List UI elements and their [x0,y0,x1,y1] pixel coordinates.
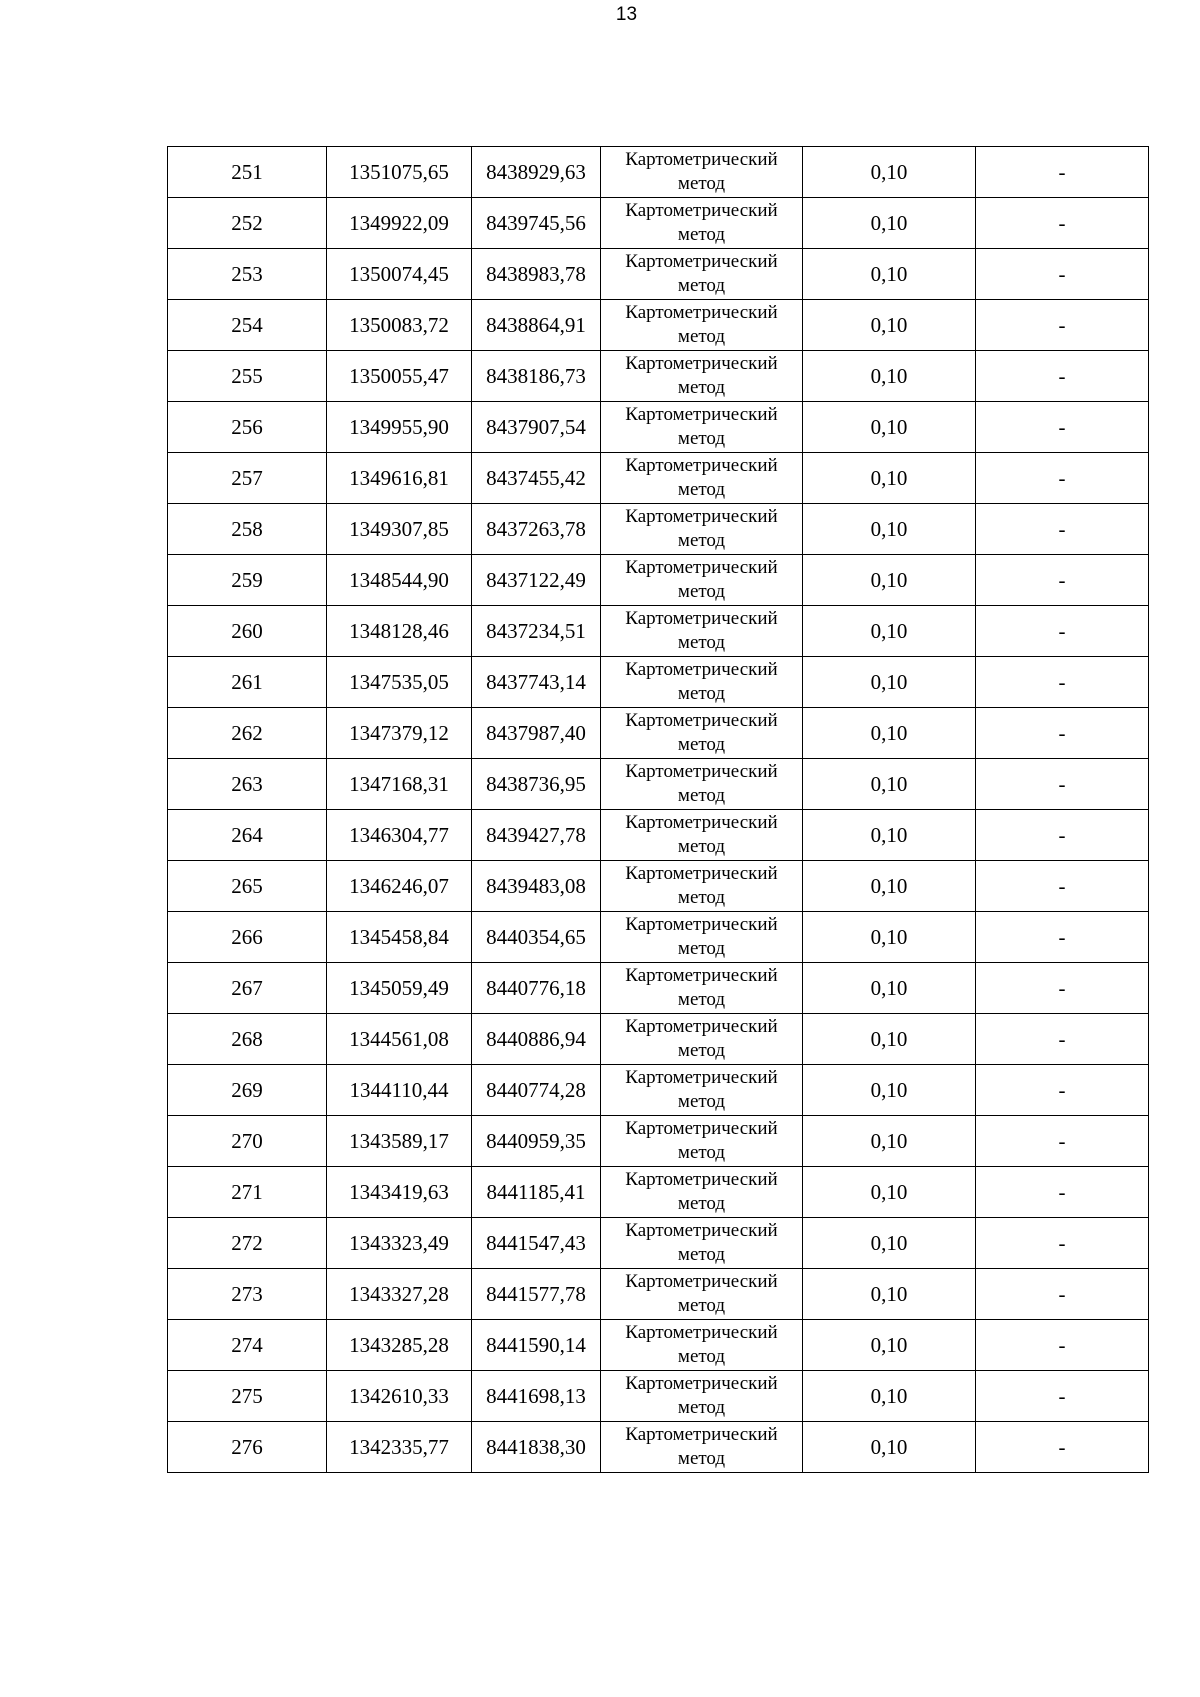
accuracy-cell: 0,10 [803,453,976,504]
point-number-cell: 260 [168,606,327,657]
method-cell [601,1269,803,1320]
method-line-2: метод [677,275,726,296]
point-number-cell: 256 [168,402,327,453]
point-number-cell: 259 [168,555,327,606]
point-number-cell: 262 [168,708,327,759]
note-cell: - [976,198,1149,249]
accuracy-cell: 0,10 [803,1371,976,1422]
accuracy-cell: 0,10 [803,1320,976,1371]
y-coordinate-cell: 8440959,35 [472,1116,601,1167]
x-coordinate-cell: 1345458,84 [327,912,472,963]
x-coordinate-cell: 1349307,85 [327,504,472,555]
method-line-1: Картометрический [625,1016,778,1037]
method-cell [601,1218,803,1269]
method-line-1: Картометрический [625,914,778,935]
method-line-2: метод [677,785,726,806]
x-coordinate-cell: 1351075,65 [327,147,472,198]
method-cell [601,1167,803,1218]
point-number-cell: 254 [168,300,327,351]
table-row [168,1014,1149,1065]
method-cell [601,249,803,300]
accuracy-cell: 0,10 [803,198,976,249]
point-number-cell: 255 [168,351,327,402]
note-cell: - [976,1116,1149,1167]
method-line-2: метод [677,1091,726,1112]
method-line-1: Картометрический [625,1220,778,1241]
method-line-1: Картометрический [625,965,778,986]
table-row [168,861,1149,912]
accuracy-cell: 0,10 [803,759,976,810]
y-coordinate-cell: 8441185,41 [472,1167,601,1218]
method-cell [601,963,803,1014]
method-line-2: метод [677,1448,726,1469]
table-row [168,1218,1149,1269]
accuracy-cell: 0,10 [803,606,976,657]
method-line-1: Картометрический [625,863,778,884]
method-line-2: метод [677,887,726,908]
method-line-1: Картометрический [625,1424,778,1445]
y-coordinate-cell: 8441547,43 [472,1218,601,1269]
y-coordinate-cell: 8439483,08 [472,861,601,912]
method-cell [601,759,803,810]
method-line-2: метод [677,428,726,449]
method-cell [601,1065,803,1116]
y-coordinate-cell: 8438929,63 [472,147,601,198]
method-line-1: Картометрический [625,302,778,323]
note-cell: - [976,606,1149,657]
note-cell: - [976,912,1149,963]
method-line-1: Картометрический [625,353,778,374]
coordinates-table [167,146,1149,1473]
y-coordinate-cell: 8437234,51 [472,606,601,657]
note-cell: - [976,810,1149,861]
accuracy-cell: 0,10 [803,555,976,606]
method-line-2: метод [677,377,726,398]
x-coordinate-cell: 1348544,90 [327,555,472,606]
note-cell: - [976,300,1149,351]
point-number-cell: 251 [168,147,327,198]
method-cell [601,912,803,963]
table-row [168,810,1149,861]
table-row [168,300,1149,351]
y-coordinate-cell: 8440354,65 [472,912,601,963]
method-line-2: метод [677,173,726,194]
table-row [168,963,1149,1014]
method-line-2: метод [677,530,726,551]
point-number-cell: 261 [168,657,327,708]
method-cell [601,1116,803,1167]
x-coordinate-cell: 1343589,17 [327,1116,472,1167]
method-line-2: метод [677,479,726,500]
note-cell: - [976,759,1149,810]
x-coordinate-cell: 1342610,33 [327,1371,472,1422]
table-row [168,555,1149,606]
method-line-2: метод [677,836,726,857]
x-coordinate-cell: 1343419,63 [327,1167,472,1218]
accuracy-cell: 0,10 [803,1065,976,1116]
method-line-2: метод [677,581,726,602]
x-coordinate-cell: 1343285,28 [327,1320,472,1371]
note-cell: - [976,1014,1149,1065]
method-line-1: Картометрический [625,455,778,476]
accuracy-cell: 0,10 [803,657,976,708]
method-line-2: метод [677,1244,726,1265]
table-row [168,606,1149,657]
method-line-1: Картометрический [625,608,778,629]
y-coordinate-cell: 8441838,30 [472,1422,601,1473]
method-line-1: Картометрический [625,1373,778,1394]
method-line-1: Картометрический [625,1169,778,1190]
x-coordinate-cell: 1344110,44 [327,1065,472,1116]
point-number-cell: 257 [168,453,327,504]
y-coordinate-cell: 8438736,95 [472,759,601,810]
method-cell [601,810,803,861]
note-cell: - [976,1167,1149,1218]
point-number-cell: 271 [168,1167,327,1218]
x-coordinate-cell: 1349616,81 [327,453,472,504]
method-cell [601,1320,803,1371]
point-number-cell: 275 [168,1371,327,1422]
note-cell: - [976,1371,1149,1422]
accuracy-cell: 0,10 [803,1116,976,1167]
y-coordinate-cell: 8437122,49 [472,555,601,606]
table-row [168,657,1149,708]
method-line-1: Картометрический [625,506,778,527]
table-row [168,1167,1149,1218]
method-cell [601,300,803,351]
y-coordinate-cell: 8437743,14 [472,657,601,708]
table-row [168,912,1149,963]
accuracy-cell: 0,10 [803,1014,976,1065]
table-row [168,198,1149,249]
y-coordinate-cell: 8441577,78 [472,1269,601,1320]
method-line-1: Картометрический [625,1067,778,1088]
y-coordinate-cell: 8441590,14 [472,1320,601,1371]
x-coordinate-cell: 1347168,31 [327,759,472,810]
y-coordinate-cell: 8438983,78 [472,249,601,300]
point-number-cell: 272 [168,1218,327,1269]
point-number-cell: 274 [168,1320,327,1371]
table-row [168,1320,1149,1371]
method-line-1: Картометрический [625,404,778,425]
note-cell: - [976,1422,1149,1473]
y-coordinate-cell: 8440774,28 [472,1065,601,1116]
table-row [168,1371,1149,1422]
x-coordinate-cell: 1350083,72 [327,300,472,351]
y-coordinate-cell: 8439745,56 [472,198,601,249]
x-coordinate-cell: 1347379,12 [327,708,472,759]
method-cell [601,861,803,912]
point-number-cell: 253 [168,249,327,300]
note-cell: - [976,1269,1149,1320]
method-line-2: метод [677,224,726,245]
table-row [168,1269,1149,1320]
accuracy-cell: 0,10 [803,147,976,198]
x-coordinate-cell: 1350055,47 [327,351,472,402]
method-cell [601,198,803,249]
method-cell [601,708,803,759]
note-cell: - [976,402,1149,453]
x-coordinate-cell: 1349922,09 [327,198,472,249]
method-line-1: Картометрический [625,659,778,680]
accuracy-cell: 0,10 [803,351,976,402]
x-coordinate-cell: 1349955,90 [327,402,472,453]
point-number-cell: 263 [168,759,327,810]
x-coordinate-cell: 1347535,05 [327,657,472,708]
table-row [168,351,1149,402]
accuracy-cell: 0,10 [803,402,976,453]
method-cell [601,555,803,606]
point-number-cell: 270 [168,1116,327,1167]
method-line-1: Картометрический [625,557,778,578]
table-row [168,1065,1149,1116]
method-line-1: Картометрический [625,251,778,272]
method-line-2: метод [677,938,726,959]
accuracy-cell: 0,10 [803,861,976,912]
point-number-cell: 276 [168,1422,327,1473]
method-line-1: Картометрический [625,812,778,833]
method-line-1: Картометрический [625,200,778,221]
accuracy-cell: 0,10 [803,912,976,963]
method-line-1: Картометрический [625,1271,778,1292]
method-line-2: метод [677,1040,726,1061]
method-line-2: метод [677,1397,726,1418]
y-coordinate-cell: 8440776,18 [472,963,601,1014]
table-row [168,708,1149,759]
table-row [168,453,1149,504]
page-number: 13 [615,4,638,25]
accuracy-cell: 0,10 [803,1167,976,1218]
method-line-2: метод [677,1346,726,1367]
method-line-2: метод [677,734,726,755]
point-number-cell: 264 [168,810,327,861]
method-cell [601,147,803,198]
point-number-cell: 266 [168,912,327,963]
point-number-cell: 268 [168,1014,327,1065]
table-row [168,1422,1149,1473]
table-row [168,1116,1149,1167]
method-line-2: метод [677,1193,726,1214]
point-number-cell: 269 [168,1065,327,1116]
table-row [168,402,1149,453]
table-body [168,147,1149,1473]
x-coordinate-cell: 1342335,77 [327,1422,472,1473]
method-line-2: метод [677,1142,726,1163]
method-line-2: метод [677,989,726,1010]
method-cell [601,657,803,708]
method-cell [601,1422,803,1473]
accuracy-cell: 0,10 [803,504,976,555]
method-line-2: метод [677,632,726,653]
x-coordinate-cell: 1344561,08 [327,1014,472,1065]
y-coordinate-cell: 8437907,54 [472,402,601,453]
table-row [168,147,1149,198]
note-cell: - [976,1218,1149,1269]
method-cell [601,453,803,504]
method-cell [601,1014,803,1065]
method-line-1: Картометрический [625,149,778,170]
x-coordinate-cell: 1348128,46 [327,606,472,657]
y-coordinate-cell: 8437987,40 [472,708,601,759]
method-cell [601,504,803,555]
point-number-cell: 252 [168,198,327,249]
point-number-cell: 258 [168,504,327,555]
note-cell: - [976,351,1149,402]
y-coordinate-cell: 8437263,78 [472,504,601,555]
accuracy-cell: 0,10 [803,1269,976,1320]
y-coordinate-cell: 8438864,91 [472,300,601,351]
note-cell: - [976,1065,1149,1116]
method-cell [601,1371,803,1422]
note-cell: - [976,147,1149,198]
method-line-2: метод [677,326,726,347]
method-line-1: Картометрический [625,1322,778,1343]
accuracy-cell: 0,10 [803,963,976,1014]
accuracy-cell: 0,10 [803,1218,976,1269]
note-cell: - [976,708,1149,759]
note-cell: - [976,555,1149,606]
accuracy-cell: 0,10 [803,1422,976,1473]
accuracy-cell: 0,10 [803,810,976,861]
x-coordinate-cell: 1343323,49 [327,1218,472,1269]
note-cell: - [976,1320,1149,1371]
point-number-cell: 265 [168,861,327,912]
method-cell [601,351,803,402]
method-line-2: метод [677,1295,726,1316]
point-number-cell: 267 [168,963,327,1014]
x-coordinate-cell: 1346304,77 [327,810,472,861]
method-cell [601,402,803,453]
y-coordinate-cell: 8438186,73 [472,351,601,402]
table-row [168,504,1149,555]
note-cell: - [976,861,1149,912]
table-row [168,759,1149,810]
accuracy-cell: 0,10 [803,708,976,759]
y-coordinate-cell: 8440886,94 [472,1014,601,1065]
method-line-1: Картометрический [625,710,778,731]
method-cell [601,606,803,657]
accuracy-cell: 0,10 [803,249,976,300]
y-coordinate-cell: 8441698,13 [472,1371,601,1422]
y-coordinate-cell: 8439427,78 [472,810,601,861]
x-coordinate-cell: 1346246,07 [327,861,472,912]
method-line-1: Картометрический [625,761,778,782]
note-cell: - [976,249,1149,300]
note-cell: - [976,963,1149,1014]
x-coordinate-cell: 1345059,49 [327,963,472,1014]
table-row [168,249,1149,300]
note-cell: - [976,504,1149,555]
y-coordinate-cell: 8437455,42 [472,453,601,504]
x-coordinate-cell: 1343327,28 [327,1269,472,1320]
method-line-1: Картометрический [625,1118,778,1139]
method-line-2: метод [677,683,726,704]
accuracy-cell: 0,10 [803,300,976,351]
point-number-cell: 273 [168,1269,327,1320]
note-cell: - [976,453,1149,504]
note-cell: - [976,657,1149,708]
x-coordinate-cell: 1350074,45 [327,249,472,300]
